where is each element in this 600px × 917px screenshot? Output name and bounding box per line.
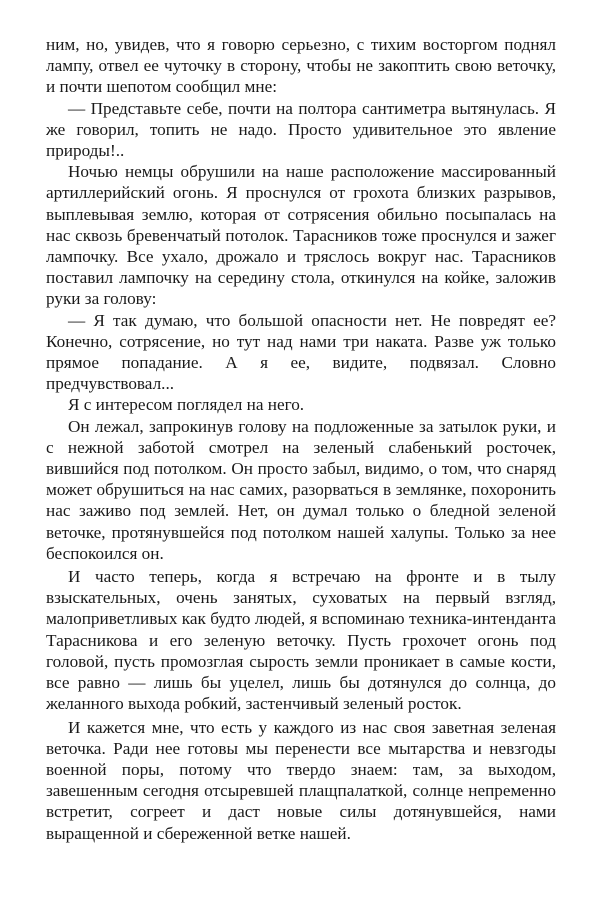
paragraph-5: Я с интересом поглядел на него.	[68, 395, 305, 415]
paragraph-2: — Представьте себе, почти на полтора сантиметра вытянулась. Я же говорил, топить не надо. Просто удивительное это явление природы!..	[46, 98, 556, 161]
paragraph-6: Он лежал, запрокинув голову на подложенные за затылок руки, и с нежной заботой смотрел на зеленый слабенький росточек, вившийся под потолком. Он просто забыл, видимо, о том, что снаряд может обрушиться на нас самих, разорваться в землянке, похоронить нас заживо под землей. Нет, он думал только о бледной зеленой веточке, протянувшейся под потолком нашей халупы. Только за нее беспокоился он.	[46, 416, 556, 563]
paragraph-1: ним, но, увидев, что я говорю серьезно, с тихим восторгом поднял лампу, отвел ее чуточку в сторону, чтобы не закоптить свою веточку, и почти шепотом сообщил мне:	[46, 35, 556, 97]
paragraph-4: — Я так думаю, что большой опасности нет. Не повредят ее? Конечно, сотрясение, но тут над нами три наката. Разве уж только прямое попадание. А я ее, видите, подвязал. Словно предчувствовал...	[46, 310, 556, 394]
paragraph-7: И часто теперь, когда я встречаю на фронте и в тылу взыскательных, очень занятых, суховатых на первый взгляд, малоприветливых как будто людей, я вспоминаю техника-интенданта Тарасникова и его зеленую веточку. Пусть грохочет огонь под головой, пусть промозглая сырость земли проникает в самые кости, все равно — лишь бы уцелел, лишь бы дотянулся до солнца, до желанного выхода робкий, застенчивый зеленый росток.	[46, 567, 556, 714]
page-text	[46, 34, 556, 844]
paragraph-8: И кажется мне, что есть у каждого из нас своя заветная зеленая веточка. Ради нее готовы мы перенести все мытарства и невзгоды военной поры, потому что твердо знаем: там, за выходом, завешенным сегодня отсыревшей плащпалаткой, солнце непременно встретит, согреет и даст новые силы дотянувшейся, нами выращенной и сбереженной ветке нашей.	[46, 717, 556, 843]
paragraph-3: Ночью немцы обрушили на наше расположение массированный артиллерийский огонь. Я проснулся от грохота близких разрывов, выплевывая землю, которая от сотрясения обильно посыпалась на нас сквозь бревенчатый потолок. Тарасников тоже проснулся и зажег лампочку. Все ухало, дрожало и тряслось вокруг нас. Тарасников поставил лампочку на середину стола, откинулся на койке, заложив руки за голову:	[46, 162, 556, 309]
